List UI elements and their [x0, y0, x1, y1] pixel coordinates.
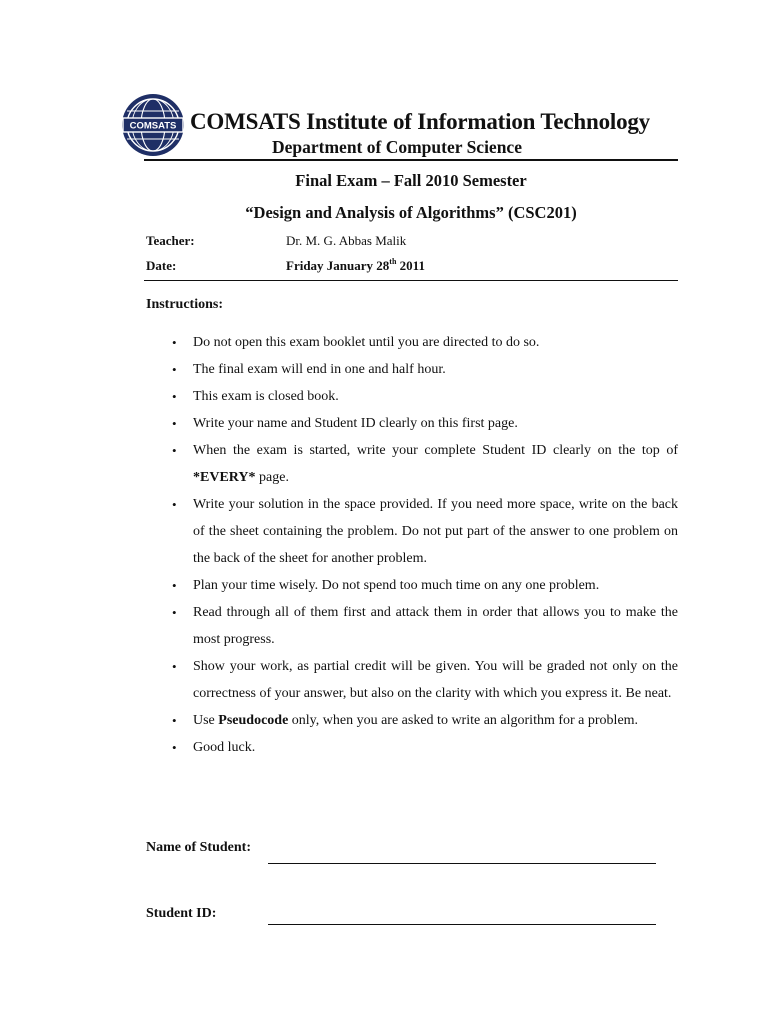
instruction-emphasis: *EVERY*: [193, 470, 256, 485]
instructions-heading: Instructions:: [146, 297, 224, 312]
bullet-icon: •: [172, 659, 177, 674]
instruction-item: [146, 329, 678, 356]
instruction-text: Plan your time wisely. Do not spend too much time on any one problem.: [193, 578, 600, 593]
bullet-icon: •: [172, 389, 177, 404]
instruction-text: When the exam is started, write your complete Student ID clearly on the top of: [193, 443, 678, 458]
bullet-icon: •: [172, 335, 177, 350]
instruction-item: [146, 410, 678, 437]
bullet-icon: •: [172, 416, 177, 431]
instruction-text: only, when you are asked to write an algorithm for a problem.: [288, 713, 639, 728]
instruction-item: [146, 383, 678, 410]
bullet-icon: •: [172, 605, 177, 620]
header-divider: [144, 159, 678, 161]
bullet-icon: •: [172, 713, 177, 728]
instruction-text: page.: [255, 470, 289, 485]
instruction-text: Write your name and Student ID clearly on this first page.: [193, 416, 518, 431]
instruction-text: Write your solution in the space provided. If you need more space, write on the back of the sheet containing the problem. Do not put part of the answer to one problem on the back of the sheet for another problem.: [193, 497, 678, 566]
instructions-list: [146, 329, 678, 761]
instruction-item: [146, 437, 678, 491]
institute-title: COMSATS Institute of Information Technology: [190, 109, 650, 134]
student-name-field[interactable]: [268, 863, 656, 864]
department-title: Department of Computer Science: [272, 137, 522, 157]
course-title: “Design and Analysis of Algorithms” (CSC201): [245, 203, 577, 222]
instruction-text: Use: [193, 713, 219, 728]
comsats-logo: [121, 93, 185, 157]
bullet-icon: •: [172, 443, 177, 458]
instruction-item: [146, 653, 678, 707]
student-id-field[interactable]: [268, 924, 656, 925]
instruction-text: Read through all of them first and attack them in order that allows you to make the most progress.: [193, 605, 678, 647]
date-value: Friday January 28th 2011: [286, 257, 425, 273]
instruction-item: [146, 491, 678, 572]
instruction-item: [146, 599, 678, 653]
bullet-icon: •: [172, 578, 177, 593]
exam-title: Final Exam – Fall 2010 Semester: [295, 171, 527, 190]
bullet-icon: •: [172, 740, 177, 755]
instruction-item: [146, 707, 678, 734]
instruction-text: The final exam will end in one and half hour.: [193, 362, 446, 377]
instruction-emphasis: Pseudocode: [218, 713, 289, 728]
teacher-value: Dr. M. G. Abbas Malik: [286, 233, 407, 248]
instruction-item: [146, 572, 678, 599]
instruction-item: [146, 734, 678, 761]
teacher-label: Teacher:: [146, 233, 195, 248]
student-id-label: Student ID:: [146, 906, 217, 921]
instruction-item: [146, 356, 678, 383]
instruction-text: Show your work, as partial credit will be given. You will be graded not only on the correctness of your answer, but also on the clarity with which you express it. Be neat.: [193, 659, 678, 701]
bullet-icon: •: [172, 497, 177, 512]
date-label: Date:: [146, 258, 177, 273]
student-name-label: Name of Student:: [146, 840, 251, 855]
bullet-icon: •: [172, 362, 177, 377]
instruction-text: This exam is closed book.: [193, 389, 339, 404]
logo-text: COMSATS: [129, 120, 177, 132]
meta-divider: [144, 280, 678, 281]
instruction-text: Do not open this exam booklet until you are directed to do so.: [193, 335, 540, 350]
instruction-text: Good luck.: [193, 740, 256, 755]
